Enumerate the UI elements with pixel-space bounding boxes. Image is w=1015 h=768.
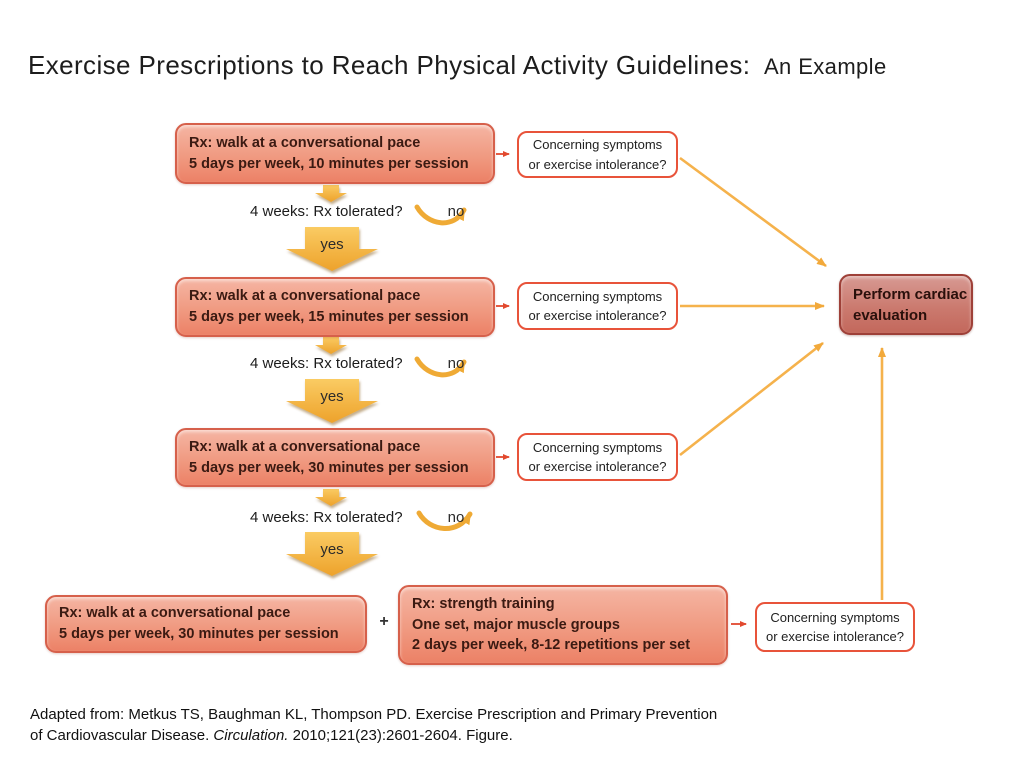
symptom-question-2-box bbox=[517, 282, 678, 330]
symptom-question-4-line1: Concerning symptoms bbox=[770, 609, 900, 625]
no-label-1: no bbox=[447, 203, 465, 220]
arrow-question1-to-cardiac bbox=[680, 158, 826, 266]
rx-step-2-line1: Rx: walk at a conversational pace bbox=[189, 288, 421, 305]
symptom-question-1-box bbox=[517, 131, 678, 178]
maintenance-walk-line2: 5 days per week, 30 minutes per session bbox=[59, 626, 339, 642]
symptom-question-3-box bbox=[517, 433, 678, 481]
citation-line1: Adapted from: Metkus TS, Baughman KL, Thompson PD. Exercise Prescription and Primary Prevention bbox=[30, 706, 718, 723]
citation-line2 bbox=[30, 725, 810, 746]
rx-step-1-box bbox=[175, 123, 495, 184]
cardiac-evaluation-box bbox=[839, 274, 973, 335]
citation-line2-post: 2010;121(23):2601-2604. Figure. bbox=[288, 727, 513, 744]
rx-step-3-line1: Rx: walk at a conversational pace bbox=[189, 438, 421, 455]
no-label-3: no bbox=[447, 509, 465, 526]
rx-step-1-line1: Rx: walk at a conversational pace bbox=[189, 134, 421, 151]
maintenance-strength-line3: 2 days per week, 8-12 repetitions per set bbox=[412, 637, 691, 654]
no-label-2: no bbox=[447, 355, 465, 372]
tolerated-check-label-3: 4 weeks: Rx tolerated? bbox=[250, 509, 403, 526]
citation-journal: Circulation. bbox=[213, 727, 289, 744]
yes-label-3: yes bbox=[320, 541, 344, 558]
symptom-question-1-line2: or exercise intolerance? bbox=[528, 156, 667, 172]
symptom-question-4-line2: or exercise intolerance? bbox=[765, 629, 905, 644]
maintenance-walk-line1: Rx: walk at a conversational pace bbox=[59, 605, 291, 622]
maintenance-walk-box bbox=[45, 595, 367, 653]
tolerated-check-label-2: 4 weeks: Rx tolerated? bbox=[250, 355, 403, 372]
symptom-question-1-line1: Concerning symptoms bbox=[532, 137, 663, 152]
small-down-arrow-2 bbox=[315, 337, 347, 354]
slide-title-main: Exercise Prescriptions to Reach Physical Activity Guidelines: bbox=[28, 50, 751, 80]
slide-title-suffix: An Example bbox=[763, 54, 887, 79]
small-down-arrow-3 bbox=[315, 489, 347, 506]
rx-step-3-box bbox=[175, 428, 495, 487]
cardiac-evaluation-line2: evaluation bbox=[853, 306, 928, 324]
symptom-question-2-line2: or exercise intolerance? bbox=[528, 308, 667, 323]
rx-step-1-line2: 5 days per week, 10 minutes per session bbox=[189, 155, 469, 172]
plus-sign: + bbox=[379, 613, 389, 630]
rx-step-2-line2: 5 days per week, 15 minutes per session bbox=[189, 309, 469, 325]
slide-title bbox=[28, 50, 887, 81]
red-connector-arrows bbox=[496, 154, 746, 624]
maintenance-strength-line1: Rx: strength training bbox=[412, 596, 555, 613]
symptom-question-4-box bbox=[755, 602, 915, 652]
symptom-question-3-line2: or exercise intolerance? bbox=[528, 459, 667, 474]
rx-step-3-line2: 5 days per week, 30 minutes per session bbox=[189, 459, 469, 476]
rx-step-2-box bbox=[175, 277, 495, 337]
symptom-question-3-line1: Concerning symptoms bbox=[532, 439, 663, 455]
tolerated-check-label-1: 4 weeks: Rx tolerated? bbox=[250, 203, 403, 220]
maintenance-strength-box bbox=[398, 585, 728, 665]
small-down-arrow-1 bbox=[315, 185, 347, 202]
yes-label-2: yes bbox=[320, 388, 344, 405]
citation bbox=[30, 704, 810, 746]
cardiac-evaluation-line1: Perform cardiac bbox=[853, 285, 968, 303]
yes-label-1: yes bbox=[320, 236, 344, 253]
maintenance-strength-line2: One set, major muscle groups bbox=[412, 616, 620, 633]
arrow-question3-to-cardiac bbox=[680, 343, 823, 455]
citation-line2-pre: of Cardiovascular Disease. bbox=[30, 727, 214, 744]
gold-connector-arrows bbox=[680, 158, 882, 600]
symptom-question-2-line1: Concerning symptoms bbox=[532, 288, 663, 304]
